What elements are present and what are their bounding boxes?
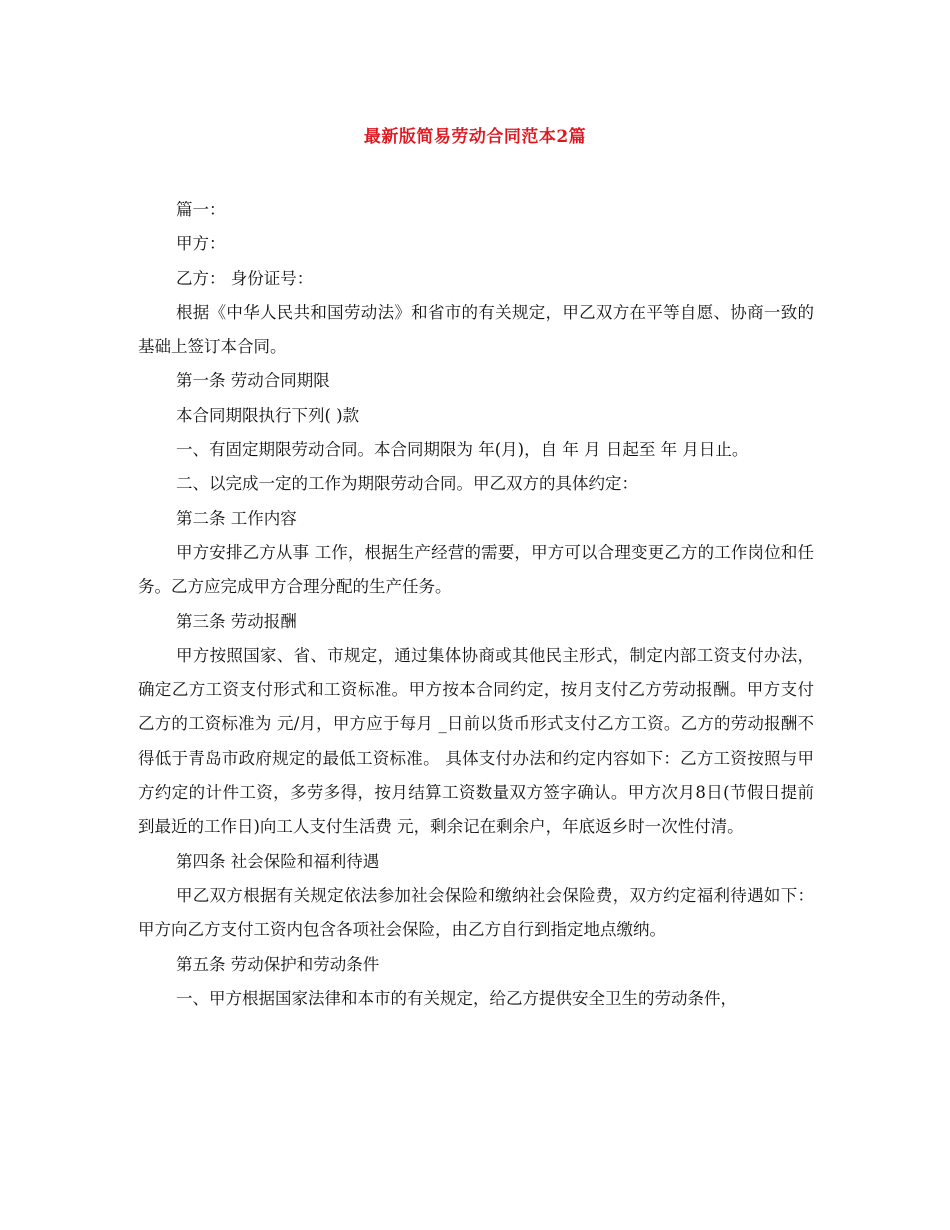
body-paragraph: 二、以完成一定的工作为期限劳动合同。甲乙双方的具体约定： (176, 474, 638, 494)
body-paragraph: 本合同期限执行下列( )款 (176, 405, 360, 425)
document-title: 最新版简易劳动合同范本2篇 (363, 127, 587, 147)
body-paragraph: 甲方按照国家、省、市规定，通过集体协商或其他民主形式，制定内部工资支付办法，确定乙方工资支付形式和工资标准。甲方按本合同约定，按月支付乙方劳动报酬。甲方支付乙方的工资标准为 元/月，甲方应于每月 _日前以货币形式支付乙方工资。乙方的劳动报酬不得低于青岛市政府规定的最低工资标准。 具体支付办法和约定内容如下：乙方工资按照与甲方约定的计件工资，多劳多得，按月结算工资数量双方签字确认。甲方次月8日(节假日提前到最近的工作日)向工人支付生活费 元，剩余记在剩余户，年底返乡时一次性付清。 (138, 645, 814, 837)
article-heading: 第四条 社会保险和福利待遇 (176, 851, 380, 871)
section-heading: 篇一： (176, 200, 226, 219)
body-paragraph: 一、有固定期限劳动合同。本合同期限为 年(月)，自 年 月 日起至 年 月日止。 (176, 440, 749, 460)
article-heading: 第二条 工作内容 (176, 508, 297, 528)
article-heading: 第一条 劳动合同期限 (176, 371, 330, 391)
party-a-line: 甲方： (176, 234, 226, 254)
article-heading: 第五条 劳动保护和劳动条件 (176, 954, 380, 974)
party-b-line: 乙方： 身份证号： (176, 268, 314, 288)
article-heading: 第三条 劳动报酬 (176, 611, 297, 631)
body-paragraph: 甲乙双方根据有关规定依法参加社会保险和缴纳社会保险费，双方约定福利待遇如下：甲方向乙方支付工资内包含各项社会保险，由乙方自行到指定地点缴纳。 (138, 885, 814, 940)
document-body (138, 193, 814, 1016)
preamble-paragraph: 根据《中华人民共和国劳动法》和省市的有关规定，甲乙双方在平等自愿、协商一致的基础上签订本合同。 (138, 302, 814, 357)
body-paragraph: 甲方安排乙方从事 工作，根据生产经营的需要，甲方可以合理变更乙方的工作岗位和任务。乙方应完成甲方合理分配的生产任务。 (138, 542, 814, 597)
body-paragraph: 一、甲方根据国家法律和本市的有关规定，给乙方提供安全卫生的劳动条件， (176, 988, 737, 1008)
